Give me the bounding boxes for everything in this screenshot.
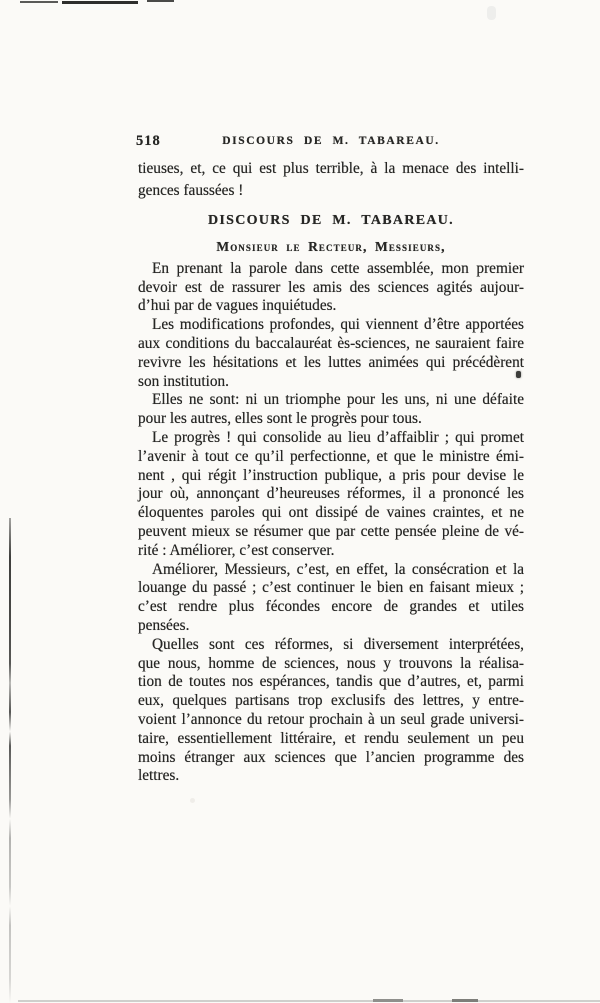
running-title: DISCOURS DE M. TABAREAU. [222, 135, 440, 147]
text-line: devoir est de rassurer les amis des sciences agités aujour- [138, 278, 524, 296]
page-content [138, 0, 524, 786]
text-line: En prenant la parole dans cette assemblée, mon premier [152, 259, 524, 277]
salutation: Monsieur le Recteur, Messieurs, [216, 238, 446, 254]
scan-mark-top-edge-1 [20, 1, 58, 3]
text-line: l’avenir à tout ce qu’il perfectionne, et que le ministre émi- [138, 447, 524, 465]
text-line: Quelles sont ces réformes, si diversement interprétées, [152, 635, 524, 653]
paragraph [138, 260, 524, 316]
text-line: son institution. [138, 372, 229, 390]
text-line: gences faussées ! [138, 182, 244, 200]
text-line: éloquentes paroles qui ont dissipé de vaines craintes, et ne [138, 504, 524, 522]
scan-line-bottom-edge [18, 1000, 600, 1002]
section-title: DISCOURS DE M. TABAREAU. [208, 212, 454, 228]
text-line: Le progrès ! qui consolide au lieu d’affaiblir ; qui promet [152, 428, 524, 446]
text-line: voient l’annonce du retour prochain à un seul grade universi- [138, 710, 524, 728]
text-line: taire, essentiellement littéraire, et rendu seulement un peu [138, 729, 524, 747]
carryover-paragraph [138, 158, 524, 203]
body-paragraphs [138, 260, 524, 786]
paper-blemish [190, 798, 195, 803]
text-line: moins étranger aux sciences que l’ancien programme des [138, 748, 524, 766]
text-line: peuvent mieux se résumer que par cette pensée pleine de vé- [138, 522, 524, 540]
text-line: jour où, annonçant d’heureuses réformes, il a prononcé les [138, 485, 524, 503]
paragraph [138, 316, 524, 391]
scan-mark-top-edge-2 [62, 1, 138, 4]
text-line: eux, quelques partisans trop exclusifs des lettres, y entre- [138, 692, 524, 710]
page-number: 518 [136, 133, 161, 149]
paragraph [138, 391, 524, 429]
text-line: revivre les hésitations et les luttes animées qui précédèrent [138, 353, 524, 371]
scan-line-left-edge [9, 518, 11, 1003]
text-line: lettres. [138, 767, 180, 785]
paragraph [138, 636, 524, 786]
scan-mark-bottom-1 [373, 999, 403, 1002]
text-line: d’hui par de vagues inquiétudes. [138, 297, 337, 315]
text-line: nent , qui régit l’instruction publique, a pris pour devise le [138, 466, 524, 484]
text-line: pour les autres, elles sont le progrès pour tous. [138, 410, 422, 428]
text-line: tion de toutes nos espérances, tandis que d’autres, et, parmi [138, 673, 524, 691]
page-header [138, 133, 524, 150]
text-line: que nous, homme de sciences, nous y trouvons la réalisa- [138, 654, 524, 672]
text-line: aux conditions du baccalauréat ès-sciences, ne sauraient faire [138, 335, 524, 352]
text-line: tieuses, et, ce qui est plus terrible, à la menace des intelli- [138, 160, 524, 177]
text-line: Elles ne sont: ni un triomphe pour les uns, ni une défaite [152, 391, 524, 409]
paragraph [138, 561, 524, 636]
text-line: rité : Améliorer, c’est conserver. [138, 541, 335, 559]
text-line: c’est rendre plus fécondes encore de grandes et utiles [138, 598, 524, 616]
text-line: louange du passé ; c’est continuer le bien en faisant mieux ; [138, 579, 524, 597]
scan-mark-bottom-2 [452, 999, 478, 1002]
text-line: Améliorer, Messieurs, c’est, en effet, la consécration et la [152, 560, 524, 578]
paragraph [138, 429, 524, 561]
text-line: pensées. [138, 616, 190, 634]
text-line: Les modifications profondes, qui viennent d’être apportées [152, 316, 524, 334]
